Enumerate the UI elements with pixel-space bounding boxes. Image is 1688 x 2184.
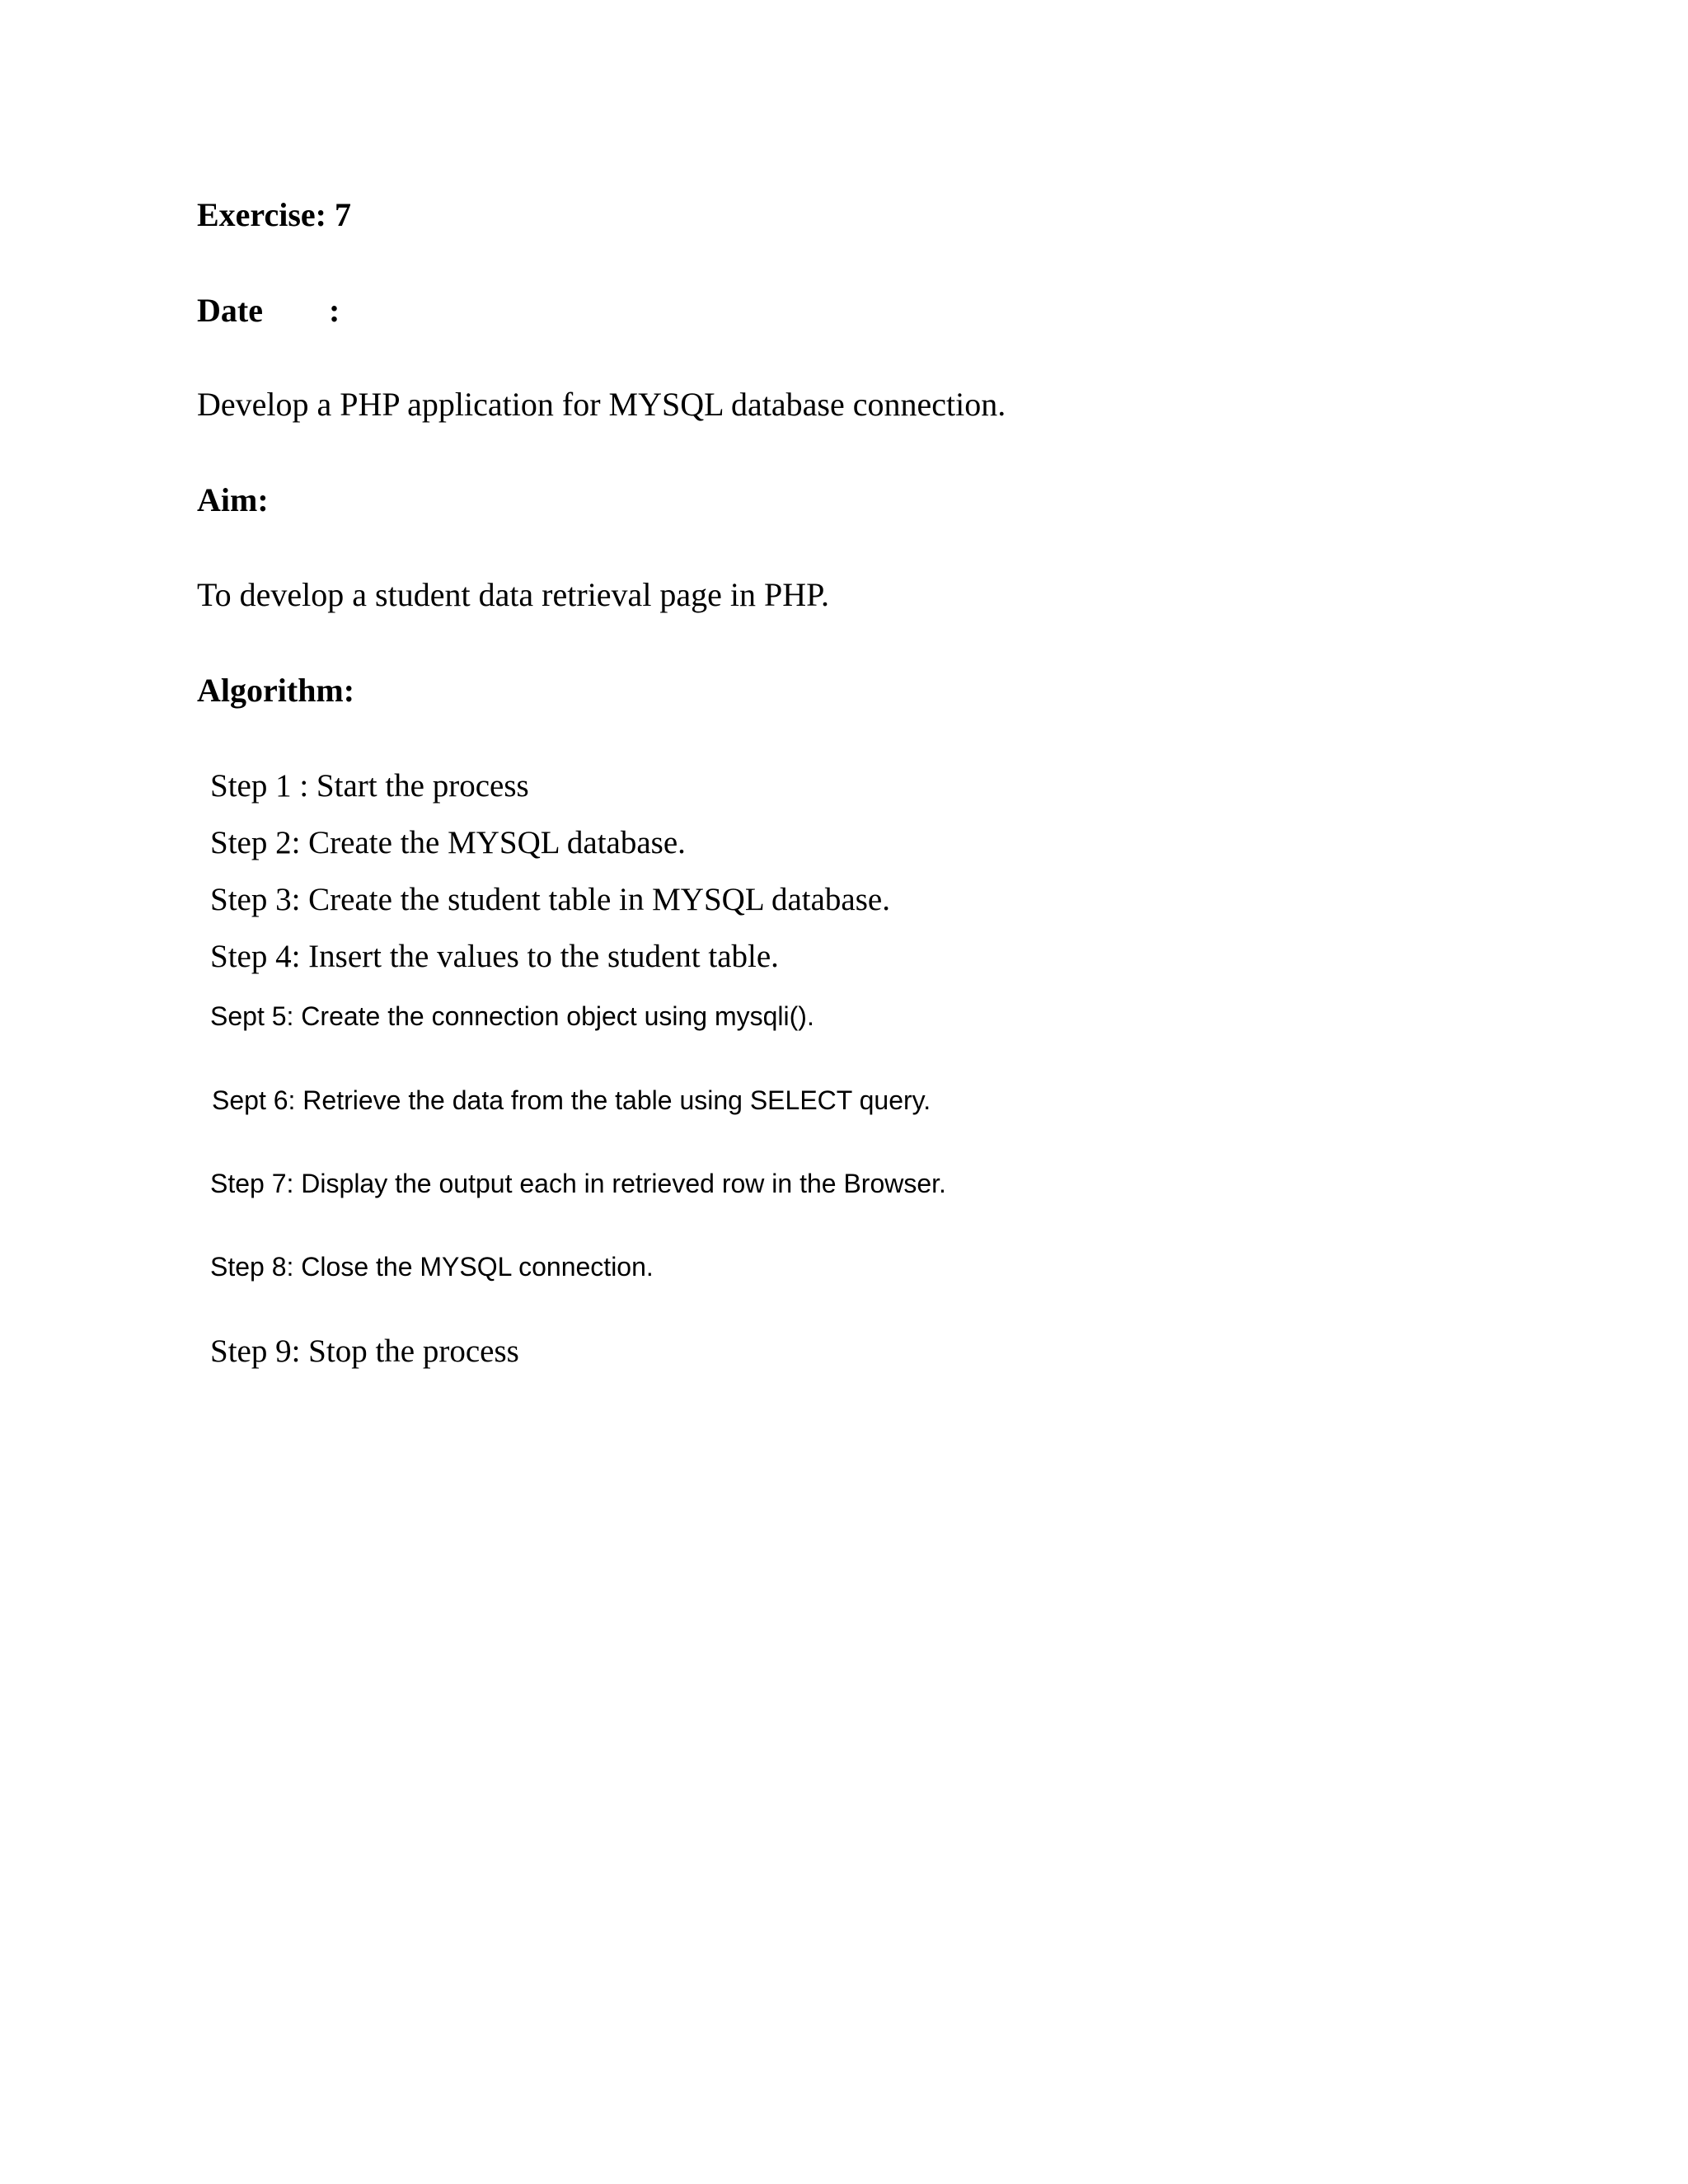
aim-text: To develop a student data retrieval page in PHP. <box>197 576 829 613</box>
exercise-title: Develop a PHP application for MYSQL database connection. <box>197 386 1006 423</box>
algorithm-step-7: Step 7: Display the output each in retrieved row in the Browser. <box>210 1169 946 1198</box>
algorithm-step-6: Sept 6: Retrieve the data from the table using SELECT query. <box>212 1085 931 1115</box>
exercise-number: Exercise: 7 <box>197 196 351 233</box>
date-field <box>197 294 395 327</box>
algorithm-step-4: Step 4: Insert the values to the student table. <box>210 939 779 974</box>
algorithm-step-1: Step 1 : Start the process <box>210 768 529 804</box>
algorithm-step-9: Step 9: Stop the process <box>210 1333 519 1369</box>
date-label: Date <box>197 292 263 329</box>
algorithm-heading: Algorithm: <box>197 672 355 709</box>
algorithm-step-5: Sept 5: Create the connection object using mysqli(). <box>210 1001 814 1031</box>
aim-heading: Aim: <box>197 481 269 518</box>
algorithm-step-8: Step 8: Close the MYSQL connection. <box>210 1252 654 1282</box>
algorithm-step-3: Step 3: Create the student table in MYSQL database. <box>210 882 890 917</box>
date-colon: : <box>329 292 340 329</box>
algorithm-step-2: Step 2: Create the MYSQL database. <box>210 825 686 860</box>
